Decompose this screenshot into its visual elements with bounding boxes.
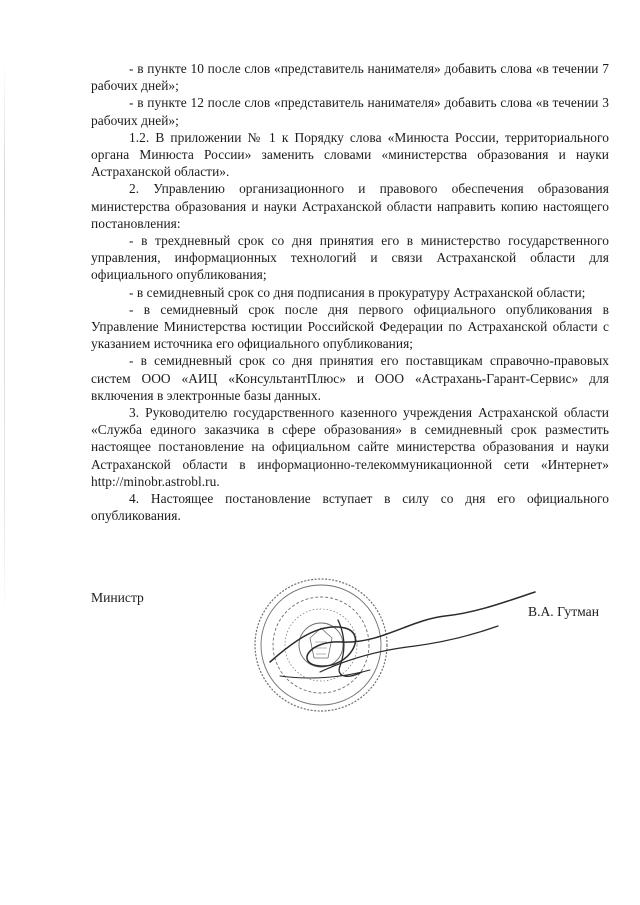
signatory-title: Министр <box>91 590 144 605</box>
paragraph-2: 2. Управлению организационного и правового обеспечения образования министерства образования и науки Астраханской области направить копию настоящего постановления: <box>91 181 609 231</box>
scan-edge-line <box>4 60 5 620</box>
paragraph-2-bullet-4: - в семидневный срок со дня принятия его поставщикам справочно-правовых систем ООО «АИЦ «КонсультантПлюс» и ООО «Астрахань-Гарант-Сервис» для включения в электронные базы данных. <box>91 353 609 403</box>
document-body <box>91 60 609 524</box>
paragraph-1-2: 1.2. В приложении № 1 к Порядку слова «Минюста России, территориального органа Минюста России» заменить словами «министерства образования и науки Астраханской области». <box>91 129 609 180</box>
paragraph-item-10-amendment: - в пункте 10 после слов «представитель нанимателя» добавить слова «в течении 7 рабочих дней»; <box>91 61 609 94</box>
paragraph-3: 3. Руководителю государственного казенного учреждения Астраханской области «Служба единого заказчика в сфере образования» в семидневный срок разместить настоящее постановление на официальном сайте министерства образования и науки Астраханской области в информационно-телекоммуникационной сети «Интернет» http://minobr.astrobl.ru. <box>91 405 609 489</box>
paragraph-4: 4. Настоящее постановление вступает в силу со дня его официального опубликования. <box>91 491 609 524</box>
handwritten-signature <box>250 580 550 690</box>
paragraph-2-bullet-3: - в семидневный срок после дня первого официального опубликования в Управление Министерства юстиции Российской Федерации по Астраханской области с указанием источника его официального опубликования; <box>91 301 609 352</box>
paragraph-2-bullet-1: - в трехдневный срок со дня принятия его в министерство государственного управления, информационных технологий и связи Астраханской области для официального опубликования; <box>91 233 609 283</box>
paragraph-item-12-amendment: - в пункте 12 после слов «представитель нанимателя» добавить слова «в течении 3 рабочих дней»; <box>91 95 609 128</box>
paragraph-2-bullet-2: - в семидневный срок со дня подписания в прокуратуру Астраханской области; <box>129 284 586 300</box>
signatory-name: В.А. Гутман <box>528 604 599 619</box>
